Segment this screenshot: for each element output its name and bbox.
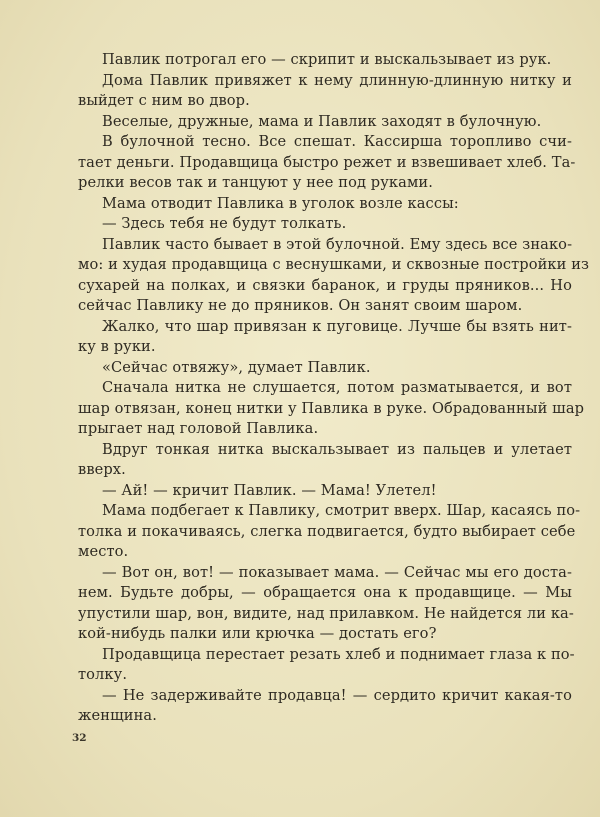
- paragraph: [78, 440, 572, 481]
- text-line: женщина.: [78, 707, 157, 724]
- text-line: нем. Будьте добры, — обращается она к продавщице. — Мы: [78, 584, 572, 601]
- text-line: Мама подбегает к Павлику, смотрит вверх. Шар, касаясь по-: [102, 502, 581, 519]
- text-line: мо: и худая продавщица с веснушками, и сквозные постройки из: [78, 256, 590, 273]
- text-line: Мама отводит Павлика в уголок возле кассы:: [102, 194, 459, 212]
- paragraph: [78, 317, 572, 358]
- text-line: Веселые, дружные, мама и Павлик заходят в булочную.: [102, 112, 542, 130]
- text-line: Жалко, что шар привязан к пуговице. Лучше бы взять нит-: [102, 317, 572, 335]
- paragraph: [78, 194, 572, 215]
- text-line: ку в руки.: [78, 338, 156, 355]
- text-line: кой-нибудь палки или крючка — достать его?: [78, 625, 437, 642]
- text-line: — Ай! — кричит Павлик. — Мама! Улетел!: [102, 481, 437, 499]
- text-line: — Вот он, вот! — показывает мама. — Сейчас мы его доста-: [102, 563, 572, 581]
- paragraph: [78, 235, 590, 317]
- text-line: «Сейчас отвяжу», думает Павлик.: [102, 358, 371, 376]
- text-line: вверх.: [78, 461, 126, 478]
- text-line: шар отвязан, конец нитки у Павлика в руке. Обрадованный шар: [78, 399, 585, 417]
- paragraph: [78, 214, 572, 235]
- paragraph: [78, 378, 585, 440]
- paragraph: [78, 132, 576, 194]
- text-line: Продавщица перестает резать хлеб и поднимает глаза к по-: [102, 645, 575, 663]
- paragraph: [78, 358, 572, 379]
- page-number: 32: [72, 732, 87, 744]
- text-line: Павлик часто бывает в этой булочной. Ему здесь все знако-: [102, 235, 573, 253]
- body-text: [78, 50, 590, 727]
- paragraph: [78, 481, 572, 502]
- paragraph: [78, 686, 572, 727]
- text-line: релки весов так и танцуют у нее под руками.: [78, 174, 433, 191]
- text-line: Павлик потрогал его — скрипит и выскальзывает из рук.: [102, 51, 552, 68]
- text-line: тает деньги. Продавщица быстро режет и взвешивает хлеб. Та-: [78, 153, 576, 171]
- paragraph: [78, 50, 572, 71]
- text-line: Дома Павлик привяжет к нему длинную-длинную нитку и: [102, 71, 572, 89]
- text-line: место.: [78, 543, 129, 560]
- text-line: толка и покачиваясь, слегка подвигается, будто выбирает себе: [78, 522, 576, 540]
- text-line: сухарей на полках, и связки баранок, и груды пряников... Но: [78, 276, 572, 294]
- paragraph: [78, 112, 572, 133]
- text-line: Сначала нитка не слушается, потом разматывается, и вот: [102, 379, 572, 396]
- text-line: сейчас Павлику не до пряников. Он занят своим шаром.: [78, 297, 523, 314]
- text-line: — Здесь тебя не будут толкать.: [102, 215, 347, 232]
- text-line: упустили шар, вон, видите, над прилавком. Не найдется ли ка-: [78, 604, 574, 622]
- text-line: толку.: [78, 666, 128, 683]
- text-line: Вдруг тонкая нитка выскальзывает из пальцев и улетает: [102, 440, 572, 458]
- paragraph: [78, 645, 575, 686]
- paragraph: [78, 501, 581, 563]
- text-line: В булочной тесно. Все спешат. Кассирша торопливо счи-: [102, 133, 572, 150]
- paragraph: [78, 71, 572, 112]
- text-line: — Не задерживайте продавца! — сердито кричит какая-то: [102, 686, 572, 704]
- text-line: выйдет с ним во двор.: [78, 92, 250, 109]
- text-line: прыгает над головой Павлика.: [78, 420, 319, 437]
- paragraph: [78, 563, 572, 645]
